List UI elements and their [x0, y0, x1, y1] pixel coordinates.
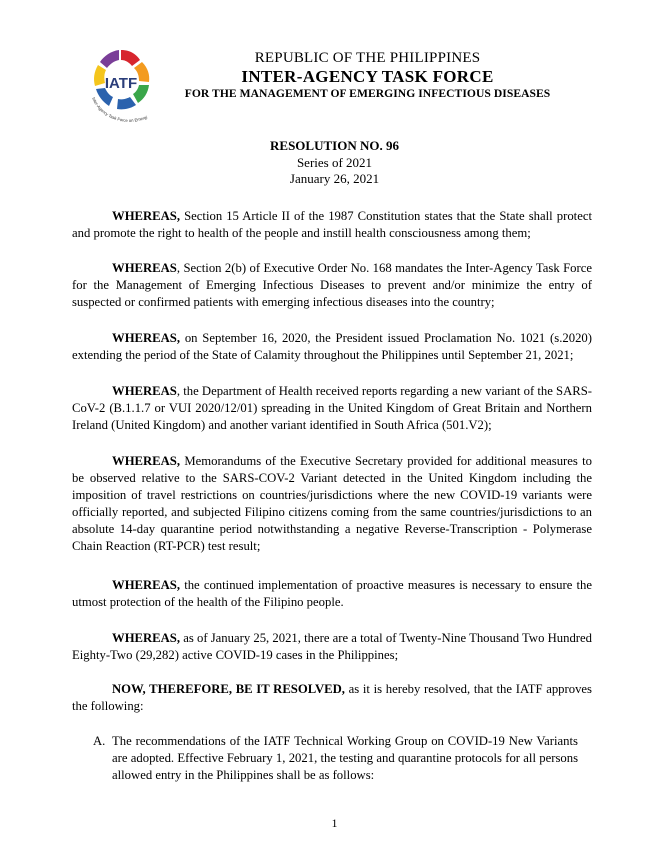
- resolution-number: RESOLUTION NO. 96: [270, 138, 399, 153]
- paragraph-lead: WHEREAS,: [112, 454, 181, 468]
- header-republic: REPUBLIC OF THE PHILIPPINES: [254, 50, 481, 66]
- paragraph-lead: WHEREAS: [112, 384, 177, 398]
- resolution-date: January 26, 2021: [289, 171, 380, 186]
- whereas-paragraph-4: [72, 383, 592, 434]
- paragraph-text: as it is hereby resolved, that the IATF approves the following:: [72, 682, 592, 713]
- header-mandate: FOR THE MANAGEMENT OF EMERGING INFECTIOUS DISEASES: [184, 87, 551, 100]
- list-marker: A.: [93, 734, 106, 748]
- paragraph-lead: WHEREAS,: [112, 631, 181, 645]
- resolved-paragraph: [72, 681, 592, 715]
- header-agency: INTER-AGENCY TASK FORCE: [241, 67, 494, 86]
- whereas-paragraph-6: [72, 577, 592, 611]
- paragraph-text: Section 15 Article II of the 1987 Constitution states that the State shall protect and promote the right to health of the people and instill health consciousness among them;: [72, 209, 592, 240]
- page-number: 1: [331, 816, 338, 830]
- paragraph-lead: NOW, THEREFORE, BE IT RESOLVED,: [112, 682, 345, 696]
- paragraph-lead: WHEREAS,: [112, 331, 181, 345]
- paragraph-lead: WHEREAS,: [112, 578, 181, 592]
- paragraph-text: , the Department of Health received reports regarding a new variant of the SARS-CoV-2 (B.1.1.7 or VUI 2020/12/01) spreading in the United Kingdom of Great Britain and Northern Ireland (United Kingdom) and another variant identified in South Africa (501.V2);: [72, 384, 592, 432]
- paragraph-text: on September 16, 2020, the President issued Proclamation No. 1021 (s.2020) extending the period of the State of Calamity throughout the Philippines until September 21, 2021;: [72, 331, 592, 362]
- paragraph-lead: WHEREAS,: [112, 209, 181, 223]
- paragraph-text: Memorandums of the Executive Secretary provided for additional measures to be observed relative to the SARS-COV-2 Variant detected in the United Kingdom including the imposition of travel restrictions on countries/jurisdictions where the new COVID-19 variants were officially reported, and subjected Filipino citizens coming from the same countries/jurisdictions to an absolute 14-day quarantine period notwithstanding a negative Reverse-Transcription - Polymerase Chain Reaction (RT-PCR) test result;: [72, 454, 592, 553]
- paragraph-text: as of January 25, 2021, there are a total of Twenty-Nine Thousand Two Hundred Eighty-Two (29,282) active COVID-19 cases in the Philippines;: [72, 631, 592, 662]
- resolution-title-block: [0, 138, 669, 188]
- logo-caption-path: Inter-Agency Task Force on Emergi: [91, 96, 148, 123]
- whereas-paragraph-7: [72, 630, 592, 664]
- resolution-series: Series of 2021: [296, 154, 373, 170]
- whereas-paragraph-1: [72, 208, 592, 242]
- list-item-text: The recommendations of the IATF Technical Working Group on COVID-19 New Variants are adopted. Effective February 1, 2021, the testing and quarantine protocols for all persons allowed entry in the Philippines shall be as follows:: [112, 734, 578, 782]
- logo-text: IATF: [104, 75, 138, 92]
- whereas-paragraph-2: [72, 260, 592, 311]
- whereas-paragraph-5: [72, 453, 592, 555]
- paragraph-text: , Section 2(b) of Executive Order No. 168 mandates the Inter-Agency Task Force for the Management of Emerging Infectious Diseases to prevent and/or minimize the entry of suspected or confirmed patients with emerging infectious diseases into the country;: [72, 261, 592, 309]
- whereas-paragraph-3: [72, 330, 592, 364]
- iatf-logo: [78, 44, 164, 130]
- resolution-item-a: [93, 733, 578, 784]
- paragraph-text: the continued implementation of proactive measures is necessary to ensure the utmost protection of the health of the Filipino people.: [72, 578, 592, 609]
- letterhead: [170, 50, 565, 101]
- paragraph-lead: WHEREAS: [112, 261, 177, 275]
